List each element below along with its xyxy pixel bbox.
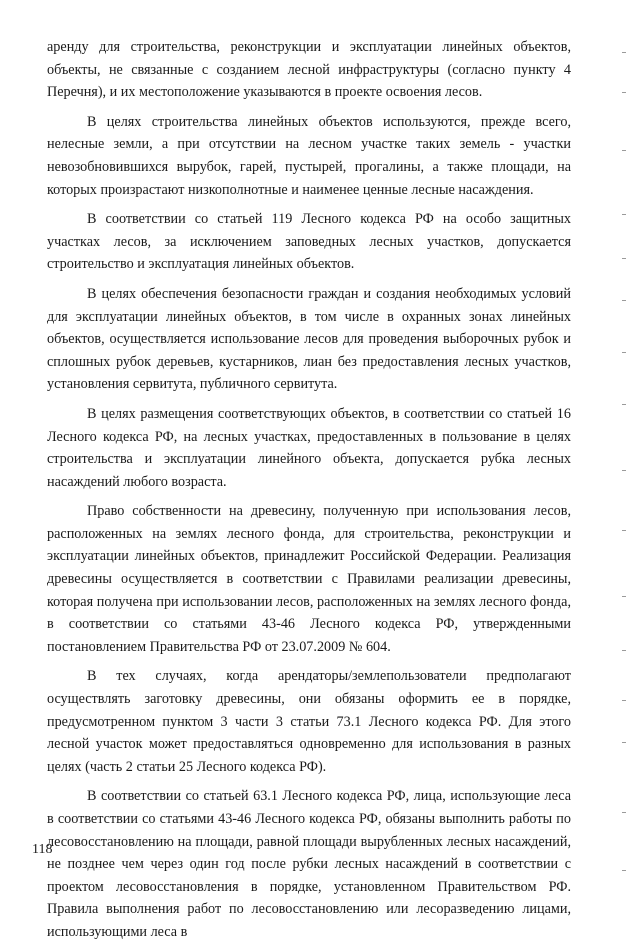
body-text (47, 36, 571, 951)
scan-mark (622, 352, 626, 353)
scan-mark (622, 404, 626, 405)
scan-mark (622, 742, 626, 743)
scan-mark (622, 530, 626, 531)
scan-mark (622, 92, 626, 93)
paragraph-6: Право собственности на древесину, полученную при использования лесов, расположенных на землях лесного фонда, для строительства, реконструкции и эксплуатации линейных объектов, принадлежит Российской Федерации. Реализация древесины осуществляется в соответствии с Правилами реализации древесины, которая получена при использовании лесов, расположенных на землях лесного фонда, в соответствии со статьями 43-46 Лесного кодекса РФ, утвержденными постановлением Правительства РФ от 23.07.2009 № 604. (47, 503, 571, 655)
scan-mark (622, 214, 626, 215)
scan-mark (622, 52, 626, 53)
scan-mark (622, 596, 626, 597)
scan-mark (622, 870, 626, 871)
scan-mark (622, 650, 626, 651)
paragraph-2: В целях строительства линейных объектов используются, прежде всего, нелесные земли, а при отсутствии на лесном участке таких земель - участки невозобновившихся вырубок, гарей, пустырей, прогалины, а также площади, на которых произрастают низкополнотные и наименее ценные лесные насаждения. (47, 113, 571, 198)
scan-mark (622, 700, 626, 701)
scan-mark (622, 470, 626, 471)
page-number: 118 (32, 842, 53, 857)
paragraph-5: В целях размещения соответствующих объектов, в соответствии со статьей 16 Лесного кодекса РФ, на лесных участках, предоставленных в пользование в целях строительства и эксплуатации линейного объекта, допускается рубка лесных насаждений любого возраста. (47, 405, 571, 490)
scan-mark (622, 300, 626, 301)
paragraph-8: В соответствии со статьей 63.1 Лесного кодекса РФ, лица, использующие леса в соответствии со статьями 43-46 Лесного кодекса РФ, обязаны выполнить работы по лесовосстановлению на площади, равной площади вырубленных лесных насаждений, не позднее чем через один год после рубки лесных насаждений в соответствии с проектом лесовосстановления в порядке, установленном Правительством РФ. Правила выполнения работ по лесовосстановлению или лесоразведению лицами, использующими леса в (47, 788, 571, 940)
scan-mark (622, 258, 626, 259)
paragraph-3: В соответствии со статьей 119 Лесного кодекса РФ на особо защитных участках лесов, за исключением заповедных лесных участков, допускается строительство и эксплуатация линейных объектов. (47, 211, 571, 273)
paragraph-1: аренду для строительства, реконструкции и эксплуатации линейных объектов, объекты, не связанные с созданием лесной инфраструктуры (согласно пункту 4 Перечня), и их местоположение указываются в проекте освоения лесов. (47, 39, 571, 101)
paragraph-7: В тех случаях, когда арендаторы/землепользователи предполагают осуществлять заготовку древесины, они обязаны оформить ее в порядке, предусмотренном пунктом 3 части 3 статьи 73.1 Лесного кодекса РФ. Для этого лесной участок может предоставляться одновременно для использования в разных целях (часть 2 статьи 25 Лесного кодекса РФ). (47, 668, 571, 775)
scan-mark (622, 812, 626, 813)
paragraph-4: В целях обеспечения безопасности граждан и создания необходимых условий для эксплуатации линейных объектов, в том числе в охранных зонах линейных объектов, осуществляется использование лесов для проведения выборочных рубок и сплошных рубок деревьев, кустарников, лиан без предоставления лесных участков, установления сервитута, публичного сервитута. (47, 285, 571, 393)
scan-mark (622, 150, 626, 151)
